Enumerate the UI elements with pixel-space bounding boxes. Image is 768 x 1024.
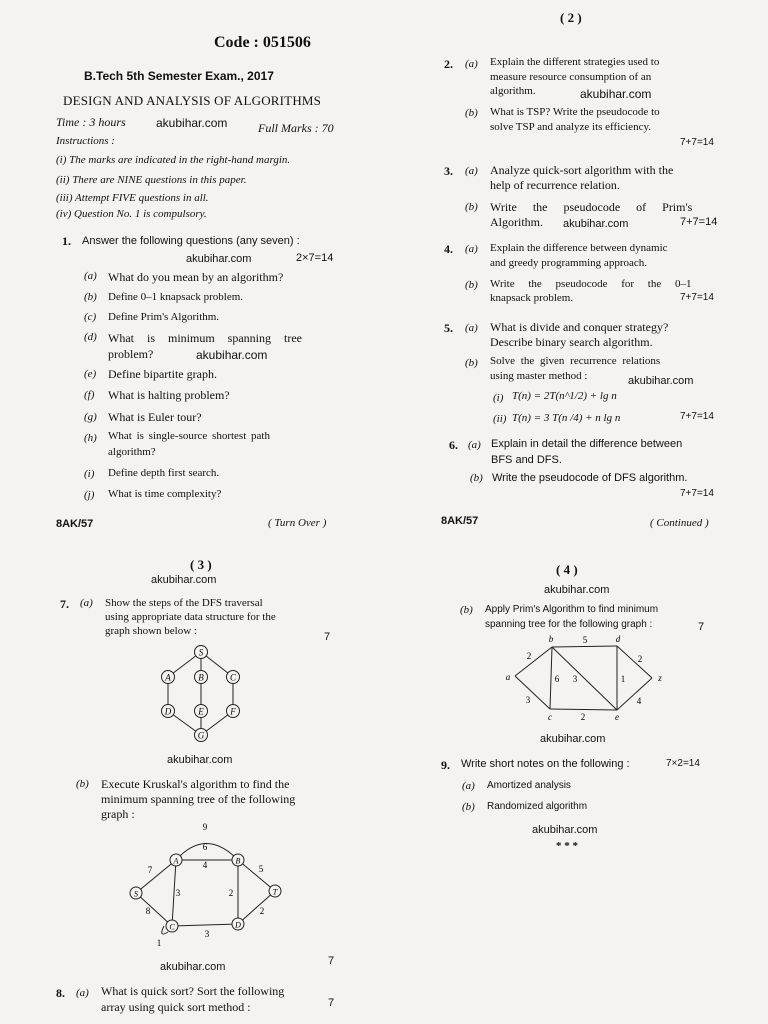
watermark-site: akubihar.com (544, 584, 610, 596)
q7a-line: using appropriate data structure for the (105, 611, 276, 623)
q5-marks: 7+7=14 (680, 411, 714, 422)
svg-text:B: B (198, 672, 204, 683)
q2a-label: (a) (465, 58, 478, 70)
edge-weight: 5 (258, 864, 264, 874)
footer-code: 8AK/57 (441, 515, 479, 527)
svg-text:A: A (165, 672, 171, 683)
edge-weight: 6 (202, 842, 208, 852)
kruskal-node (232, 918, 244, 930)
watermark-site: akubihar.com (186, 253, 252, 265)
q9-text: Write short notes on the following : (461, 758, 630, 770)
edge-weight: 7 (147, 865, 153, 875)
edge-weight: 9 (202, 822, 208, 832)
q1-part-label: (e) (84, 368, 97, 380)
prim-graph-edges (515, 646, 652, 710)
q4b-line: knapsack problem. (490, 292, 574, 304)
watermark-site: akubihar.com (563, 218, 629, 230)
instructions-label: Instructions : (56, 135, 115, 147)
edge-weight: 3 (525, 695, 531, 705)
edge-weight: 4 (202, 860, 208, 870)
q7a-marks: 7 (324, 631, 331, 643)
watermark-site: akubihar.com (167, 754, 233, 766)
prim-node: a (505, 672, 511, 682)
svg-text:D: D (164, 706, 172, 717)
q2b-line: What is TSP? Write the pseudocode to (490, 106, 660, 118)
q1-part-label: (h) (84, 432, 97, 444)
q1-part-text: Define Prim's Algorithm. (108, 311, 220, 323)
q5b-line: using master method : (490, 370, 588, 382)
dfs-node (195, 671, 208, 684)
edge-weight: 2 (637, 654, 643, 664)
q7a-line: Show the steps of the DFS traversal (105, 597, 263, 609)
q5b-line: Solve the given recurrence relations (490, 355, 661, 367)
prim-node: d (615, 634, 621, 644)
q7a-label: (a) (80, 597, 93, 609)
q1-part-label: (f) (84, 389, 95, 401)
q1-part-text: What do you mean by an algorithm? (108, 270, 284, 284)
q1-text: Answer the following questions (any seven) : (82, 235, 300, 247)
svg-text:D: D (235, 920, 241, 930)
dfs-node (227, 671, 240, 684)
svg-text:S: S (134, 889, 138, 899)
q9a-label: (a) (462, 780, 475, 792)
q2a-line: Explain the different strategies used to (490, 56, 660, 68)
dfs-node (195, 729, 208, 742)
prim-graph (500, 634, 670, 724)
edge-weight: 1 (156, 938, 162, 948)
q5a-label: (a) (465, 322, 478, 334)
q4b-line: Write the pseudocode for the 0–1 (490, 278, 692, 290)
svg-text:A: A (173, 856, 179, 866)
dfs-graph-edges (168, 652, 233, 735)
q7b-line: graph : (101, 807, 135, 821)
exam-title: B.Tech 5th Semester Exam., 2017 (84, 69, 274, 83)
q2b-label: (b) (465, 107, 478, 119)
svg-text:C: C (229, 672, 237, 683)
q5-ii-eq: T(n) = 3 T(n /4) + n lg n (512, 412, 621, 424)
end-stars: * * * (556, 840, 578, 852)
q8-number: 8. (56, 986, 65, 1000)
page-number-2: ( 2 ) (560, 10, 582, 25)
q1-part-label: (d) (84, 331, 97, 343)
subject-title: DESIGN AND ANALYSIS OF ALGORITHMS (63, 93, 322, 108)
q8a-line: array using quick sort method : (101, 1000, 251, 1014)
q4b-label: (b) (465, 279, 478, 291)
instruction-4: (iv) Question No. 1 is compulsory. (56, 208, 207, 220)
edge-weight: 1 (620, 674, 626, 684)
watermark-site: akubihar.com (151, 574, 217, 586)
watermark-site: akubihar.com (580, 87, 652, 101)
dfs-graph (150, 640, 250, 750)
edge-weight: 3 (572, 674, 578, 684)
prim-node: b (548, 634, 554, 644)
q4a-line: Explain the difference between dynamic (490, 242, 668, 254)
q8-marks: 7 (328, 997, 335, 1009)
q2a-line: algorithm. (490, 85, 536, 97)
q8a-line: What is quick sort? Sort the following (101, 984, 285, 998)
q6b-line: Write the pseudocode of DFS algorithm. (492, 472, 688, 484)
q9a-text: Amortized analysis (487, 780, 571, 791)
paper-code: Code : 051506 (214, 34, 311, 51)
q1-part-text: Define 0–1 knapsack problem. (108, 291, 244, 303)
svg-text:S: S (198, 647, 204, 658)
page-number-4: ( 4 ) (556, 562, 578, 577)
dfs-node (227, 705, 240, 718)
q7b-line: minimum spanning tree of the following (101, 792, 296, 806)
full-marks: Full Marks : 70 (258, 121, 334, 135)
q4-number: 4. (444, 242, 453, 256)
q4a-label: (a) (465, 243, 478, 255)
q9-marks: 7×2=14 (666, 758, 700, 769)
watermark-site: akubihar.com (532, 824, 598, 836)
q3-number: 3. (444, 164, 453, 178)
q5-i-label: (i) (493, 392, 504, 404)
q1-marks: 2×7=14 (296, 252, 334, 264)
q7b-label: (b) (76, 778, 89, 790)
edge-weight: 2 (580, 712, 586, 722)
q9b-text: Randomized algorithm (487, 801, 588, 812)
q1-part-text: algorithm? (108, 446, 156, 458)
edge-weight: 3 (204, 929, 210, 939)
q5a-line: What is divide and conquer strategy? (490, 320, 669, 334)
q6-marks: 7+7=14 (680, 488, 714, 499)
watermark-site: akubihar.com (540, 733, 606, 745)
dfs-node (162, 671, 175, 684)
svg-text:G: G (197, 730, 205, 741)
q6-number: 6. (449, 438, 458, 452)
q7a-line: graph shown below : (105, 625, 197, 637)
q8b-line: Apply Prim's Algorithm to find minimum (485, 604, 659, 615)
q7b-line: Execute Kruskal's algorithm to find the (101, 777, 290, 791)
dfs-node (195, 705, 208, 718)
dfs-node (162, 705, 175, 718)
q7b-marks: 7 (328, 955, 335, 967)
kruskal-node (130, 887, 142, 899)
watermark-site: akubihar.com (628, 375, 694, 387)
q4a-line: and greedy programming approach. (490, 257, 647, 269)
svg-text:B: B (235, 856, 241, 866)
prim-node: e (615, 712, 619, 722)
q1-part-label: (g) (84, 411, 97, 423)
q3-marks: 7+7=14 (680, 216, 718, 228)
edge-weight: 2 (228, 888, 234, 898)
q5-number: 5. (444, 321, 453, 335)
q5a-line: Describe binary search algorithm. (490, 335, 653, 349)
page-number-3: ( 3 ) (190, 557, 212, 572)
q8b-line: spanning tree for the following graph : (485, 619, 653, 630)
edge-weight: 4 (636, 696, 642, 706)
q1-part-text: Define depth first search. (108, 467, 220, 479)
q2-number: 2. (444, 57, 453, 71)
q4-marks: 7+7=14 (680, 292, 714, 303)
q1-part-label: (a) (84, 270, 97, 282)
q1-part-text: problem? (108, 347, 154, 361)
q1-part-text: What is time complexity? (108, 488, 222, 500)
q3b-line: Write the pseudocode of Prim's (490, 200, 693, 214)
kruskal-node (170, 854, 182, 866)
watermark-site: akubihar.com (160, 961, 226, 973)
q5b-label: (b) (465, 357, 478, 369)
q3a-line: help of recurrence relation. (490, 178, 620, 192)
footer-note: ( Turn Over ) (268, 517, 327, 529)
q1-part-label: (c) (84, 311, 97, 323)
q9b-label: (b) (462, 801, 475, 813)
q3b-line: Algorithm. (490, 215, 543, 229)
watermark-site: akubihar.com (196, 348, 268, 362)
instruction-1: (i) The marks are indicated in the right-hand margin. (56, 154, 291, 166)
svg-text:C: C (169, 922, 175, 932)
footer-code: 8AK/57 (56, 518, 94, 530)
q1-part-text: What is Euler tour? (108, 410, 202, 424)
kruskal-graph (120, 820, 300, 950)
q2-marks: 7+7=14 (680, 137, 714, 148)
q9-number: 9. (441, 758, 450, 772)
q3a-line: Analyze quick-sort algorithm with the (490, 163, 674, 177)
q2b-line: solve TSP and analyze its efficiency. (490, 121, 651, 133)
instruction-3: (iii) Attempt FIVE questions in all. (56, 192, 209, 204)
q1-part-text: Define bipartite graph. (108, 367, 217, 381)
kruskal-node (232, 854, 244, 866)
q8a-label: (a) (76, 987, 89, 999)
edge-weight: 6 (554, 674, 560, 684)
q2a-line: measure resource consumption of an (490, 71, 652, 83)
kruskal-node (269, 885, 281, 897)
prim-node: z (658, 673, 662, 683)
q8b-marks: 7 (698, 621, 705, 633)
svg-text:F: F (230, 706, 236, 717)
q6a-label: (a) (468, 439, 481, 451)
q1-part-label: (i) (84, 468, 95, 480)
q6a-line: BFS and DFS. (491, 454, 562, 466)
edge-weight: 5 (582, 635, 588, 645)
kruskal-node (166, 920, 178, 932)
svg-text:E: E (198, 706, 204, 717)
edge-weight: 8 (145, 906, 151, 916)
dfs-node (195, 646, 208, 659)
footer-note: ( Continued ) (650, 517, 709, 529)
q5-ii-label: (ii) (493, 413, 507, 425)
instruction-2: (ii) There are NINE questions in this paper. (56, 174, 247, 186)
q8b-label: (b) (460, 604, 473, 616)
prim-node: c (548, 712, 552, 722)
kruskal-graph-edges (136, 843, 275, 934)
edge-weight: 2 (526, 651, 532, 661)
q1-part-label: (j) (84, 489, 95, 501)
q3b-label: (b) (465, 201, 478, 213)
time-label: Time : 3 hours (56, 115, 126, 129)
q1-part-text: What is single-source shortest path (108, 430, 270, 442)
edge-weight: 3 (175, 888, 181, 898)
q1-part-text: What is halting problem? (108, 388, 230, 402)
q3a-label: (a) (465, 165, 478, 177)
q1-part-label: (b) (84, 291, 97, 303)
q6a-line: Explain in detail the difference between (491, 438, 683, 450)
q1-number: 1. (62, 234, 71, 248)
q5-i-eq: T(n) = 2T(n^1/2) + lg n (512, 390, 617, 402)
q6b-label: (b) (470, 472, 483, 484)
watermark-site: akubihar.com (156, 116, 228, 130)
svg-text:T: T (272, 887, 278, 897)
q7-number: 7. (60, 597, 69, 611)
edge-weight: 2 (259, 906, 265, 916)
q1-part-text: What is minimum spanning tree (108, 331, 302, 345)
